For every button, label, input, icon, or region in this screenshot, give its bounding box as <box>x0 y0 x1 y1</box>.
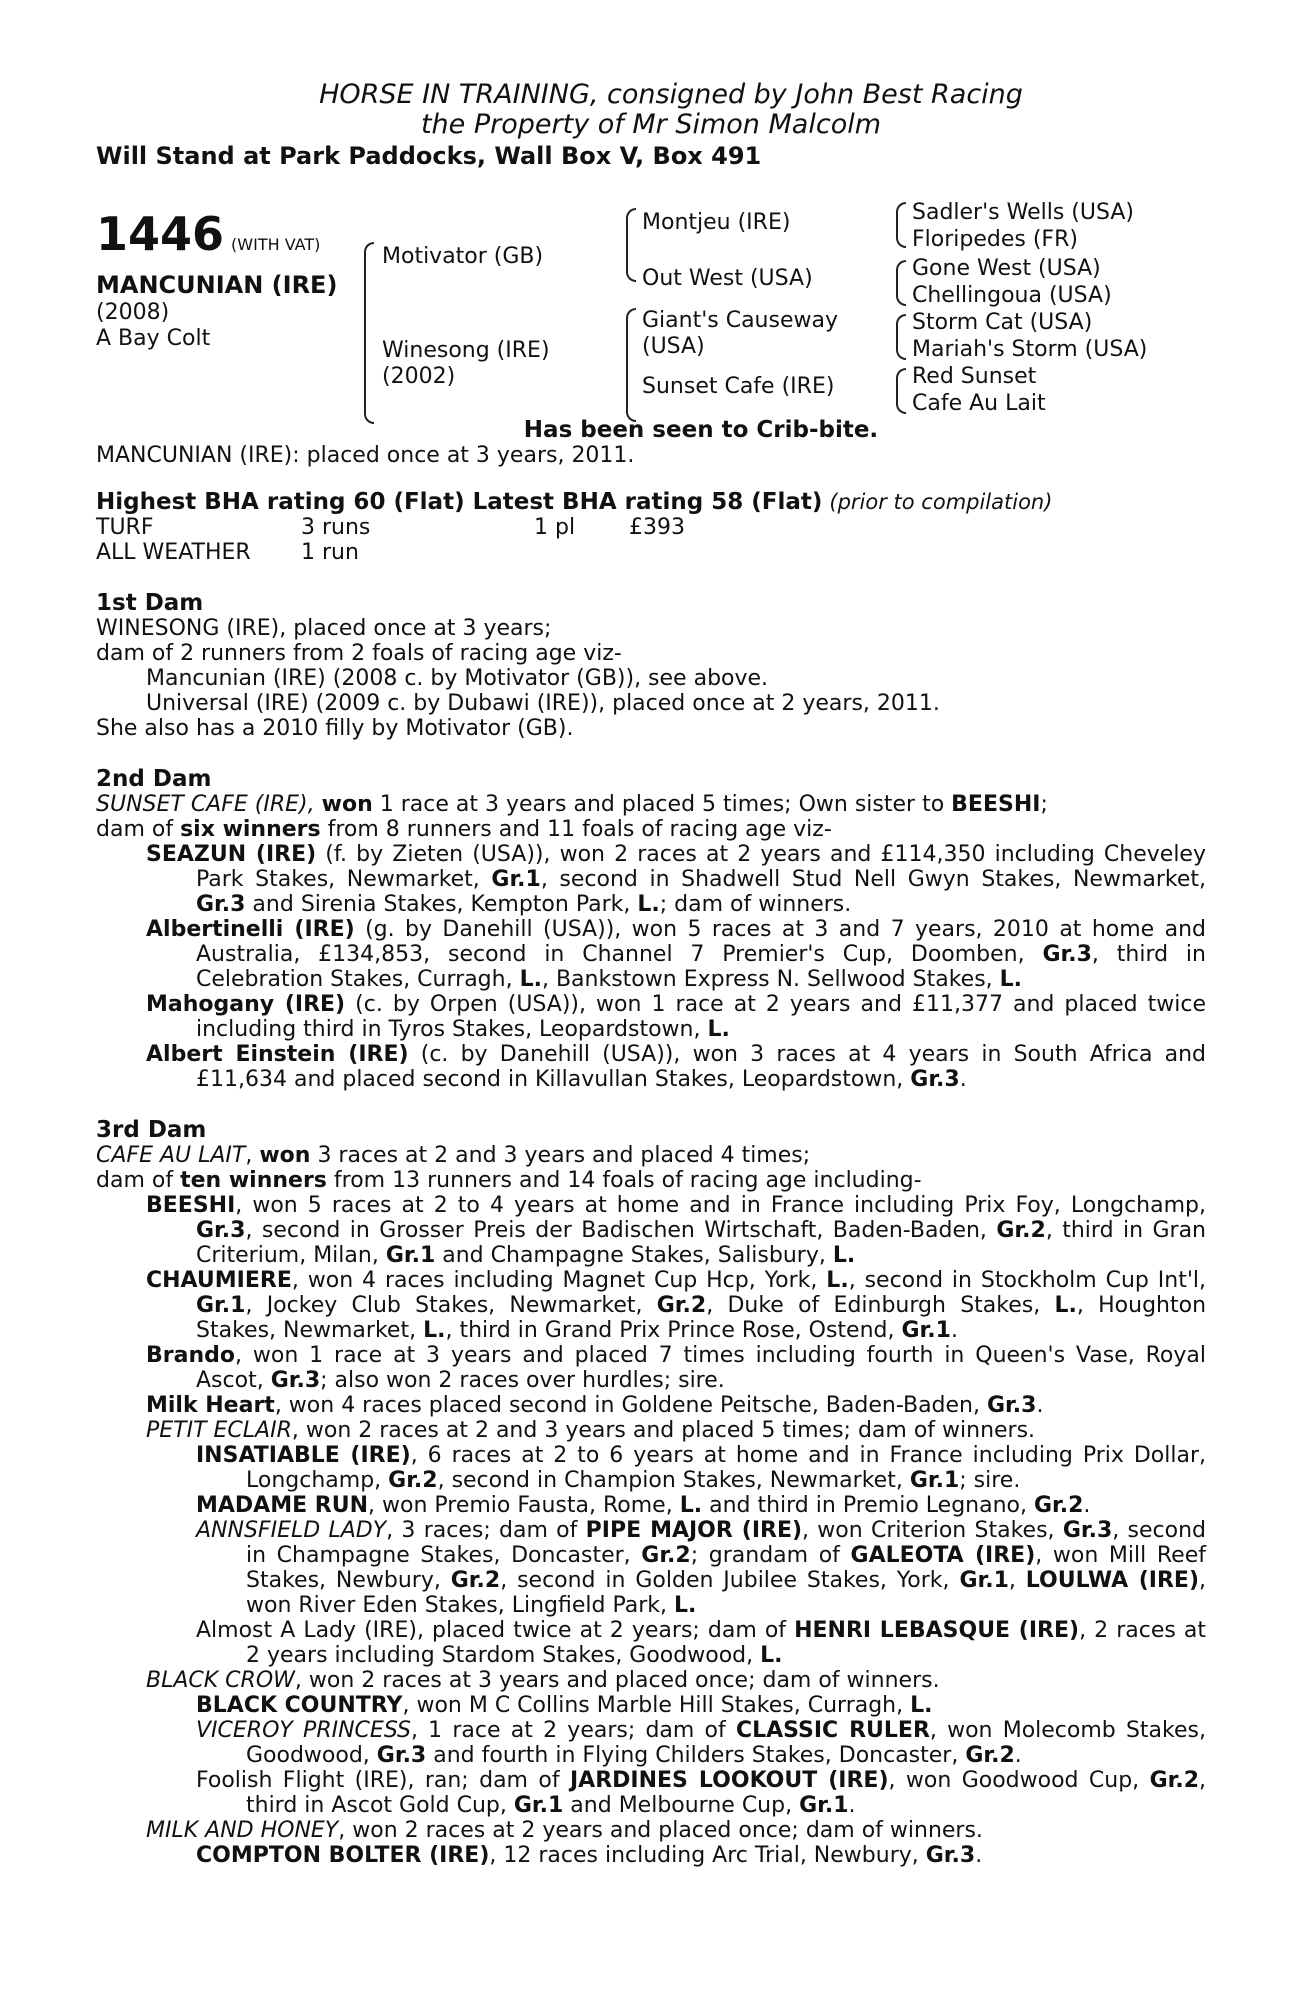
first-dam-line-1: WINESONG (IRE), placed once at 3 years; <box>96 616 552 641</box>
text-run: , 6 races at 2 to 6 years at home and in France including Prix Dollar, Longchamp, <box>246 1443 1206 1493</box>
horse-name: MANCUNIAN (IRE) <box>96 271 338 299</box>
third-dam-grandproduce-7 <box>96 1768 1206 1818</box>
text-run: , won Goodwood Cup, <box>888 1768 1150 1793</box>
turf-runs: 3 runs <box>301 515 371 540</box>
text-run: , won Molecomb Stakes, Goodwood, <box>246 1718 1206 1768</box>
third-dam-grandproduce-8 <box>96 1843 1206 1868</box>
turf-placed: 1 pl <box>534 515 576 540</box>
text-run: . <box>959 1067 967 1092</box>
third-dam-produce-1 <box>96 1193 1206 1268</box>
bold-text: INSATIABLE (IRE) <box>196 1443 411 1468</box>
first-dam-section <box>96 591 1206 741</box>
bold-text: CHAUMIERE <box>146 1268 292 1293</box>
bold-text: Gr.3 <box>196 1218 246 1243</box>
bold-text: L. <box>679 1493 703 1518</box>
bold-text: COMPTON BOLTER (IRE) <box>196 1843 490 1868</box>
text-run: from 13 runners and 14 foals of racing age including- <box>326 1168 922 1193</box>
text-run: , won 4 races placed second in Goldene Peitsche, Baden-Baden, <box>274 1393 987 1418</box>
header-consignor: HORSE IN TRAINING, consigned by John Best Racing <box>319 79 1023 110</box>
ratings-section <box>96 490 1206 565</box>
bold-text: Gr.1 <box>196 1293 246 1318</box>
bold-text: Gr.2 <box>965 1743 1015 1768</box>
dam-year: (2002) <box>382 364 456 389</box>
bold-text: L. <box>1054 1293 1077 1318</box>
sire-sire-sire: Sadler's Wells (USA) <box>912 200 1134 225</box>
text-run: , won 4 races including Magnet Cup Hcp, York, <box>291 1268 827 1293</box>
pedigree-table <box>96 200 1206 425</box>
second-dam-semicolon: ; <box>1040 792 1048 817</box>
second-dam-title: 2nd Dam <box>96 766 212 792</box>
second-dam-line-1 <box>96 792 1206 817</box>
text-run: , second in Champion Stakes, Newmarket, <box>437 1468 910 1493</box>
second-dam-produce-4 <box>96 1042 1206 1092</box>
italic-text: MILK AND HONEY <box>146 1818 339 1843</box>
third-dam-grandproduce-4 <box>96 1618 1206 1668</box>
text-run: (c. by Danehill (USA)), won 3 races at 4 years in South Africa and £11,634 and placed second in Killavullan Stakes, Leopardstown, <box>196 1042 1207 1092</box>
third-dam-produce-7 <box>96 1818 1206 1843</box>
second-dam-line-2 <box>96 817 1206 842</box>
bold-text: BEESHI <box>146 1193 236 1218</box>
third-dam-grandproduce-2 <box>96 1493 1206 1518</box>
dam-sire: Giant's Causeway <box>642 308 838 333</box>
bold-text: L. <box>707 1017 730 1042</box>
text-run: , won 2 races at 2 and 3 years and placed 5 times; dam of winners. <box>291 1418 1036 1443</box>
text-run: , won 5 races at 2 to 4 years at home and in France including Prix Foy, Longchamp, <box>235 1193 1206 1218</box>
text-run: , won 2 races at 3 years and placed once; dam of winners. <box>294 1668 940 1693</box>
all-weather-label: ALL WEATHER <box>96 540 251 565</box>
text-run: , won 1 race at 3 years and placed 7 times including fourth in Queen's Vase, Royal Ascot, <box>196 1343 1206 1393</box>
text-run: (c. by Orpen (USA)), won 1 race at 2 years and £11,377 and placed twice including third in Tyros Stakes, Leopardstown, <box>196 992 1206 1042</box>
text-run: , won Premio Fausta, Rome, <box>368 1493 680 1518</box>
horse-description: A Bay Colt <box>96 326 211 351</box>
text-run: . <box>1014 1743 1022 1768</box>
third-dam-section <box>96 1118 1206 1868</box>
second-dam-winners: six winners <box>180 817 321 842</box>
sire: Motivator (GB) <box>382 244 544 269</box>
text-run: . <box>950 1318 958 1343</box>
text-run: , won Criterion Stakes, <box>802 1518 1063 1543</box>
bold-text: Gr.1 <box>799 1793 849 1818</box>
bold-text: SEAZUN (IRE) <box>146 842 317 867</box>
bold-text: GALEOTA (IRE) <box>850 1543 1036 1568</box>
bold-text: Mahogany (IRE) <box>146 992 346 1017</box>
bold-text: Gr.2 <box>1033 1493 1084 1518</box>
second-dam-runners: from 8 runners and 11 foals of racing age viz- <box>320 817 832 842</box>
third-dam-produce-6 <box>96 1668 1206 1693</box>
text-run: , Duke of Edinburgh Stakes, <box>706 1293 1055 1318</box>
text-run: . <box>1036 1393 1044 1418</box>
bracket-g1 <box>896 202 906 248</box>
header-property: the Property of Mr Simon Malcolm <box>420 109 882 140</box>
text-run: ; grandam of <box>690 1543 851 1568</box>
text-run: , won 2 races at 2 years and placed once; dam of winners. <box>338 1818 983 1843</box>
bold-text: Gr.2 <box>1149 1768 1199 1793</box>
bracket-sire-line <box>626 208 636 282</box>
dam-sire-sire: Storm Cat (USA) <box>912 310 1093 335</box>
bold-text: Gr.3 <box>1062 1518 1113 1543</box>
text-run: Almost A Lady (IRE), placed twice at 2 years; dam of <box>196 1618 795 1643</box>
bold-text: JARDINES LOOKOUT (IRE) <box>569 1768 889 1793</box>
ratings-note: (prior to compilation) <box>829 490 1053 514</box>
bold-text: Gr.2 <box>388 1468 438 1493</box>
third-dam-produce-5 <box>96 1418 1206 1443</box>
text-run: and Sirenia Stakes, Kempton Park, <box>245 892 638 917</box>
text-run: , Bankstown Express N. Sellwood Stakes, <box>541 967 1000 992</box>
text-run: . <box>975 1843 983 1868</box>
second-dam-produce-2 <box>96 917 1206 992</box>
race-record-summary: MANCUNIAN (IRE): placed once at 3 years, 2011. <box>96 443 635 468</box>
second-dam-produce-1 <box>96 842 1206 917</box>
text-run: , won M C Collins Marble Hill Stakes, Curragh, <box>402 1693 911 1718</box>
second-dam-sister: BEESHI <box>951 792 1041 817</box>
bold-text: Gr.3 <box>987 1393 1037 1418</box>
bold-text: L. <box>423 1318 446 1343</box>
third-dam-grandproduce-3 <box>96 1518 1206 1618</box>
horse-year: (2008) <box>96 300 170 325</box>
bold-text: BLACK COUNTRY <box>196 1693 403 1718</box>
bha-ratings: Highest BHA rating 60 (Flat) Latest BHA rating 58 (Flat) <box>96 489 823 515</box>
second-dam-dam-of: dam of <box>96 817 181 842</box>
bold-text: Gr.3 <box>1042 942 1092 967</box>
bracket-g4 <box>896 368 906 414</box>
bold-text: PIPE MAJOR (IRE) <box>585 1518 803 1543</box>
second-dam-produce-3 <box>96 992 1206 1042</box>
crib-biter-note: Has been seen to Crib-bite. <box>523 417 879 443</box>
all-weather-record <box>96 540 1206 565</box>
second-dam-record: 1 race at 3 years and placed 5 times; Own sister to <box>372 792 952 817</box>
bold-text: L. <box>760 1643 783 1668</box>
bold-text: L. <box>826 1268 849 1293</box>
bold-text: ten winners <box>180 1168 327 1193</box>
bracket-g2 <box>896 260 906 306</box>
sire-dam-dam: Chellingoua (USA) <box>912 283 1112 308</box>
text-run: and Champagne Stakes, Salisbury, <box>435 1243 833 1268</box>
text-run: , second in Stockholm Cup Int'l, <box>848 1268 1206 1293</box>
third-dam-grandproduce-1 <box>96 1443 1206 1493</box>
bold-text: Gr.3 <box>196 892 246 917</box>
bold-text: Brando <box>146 1343 235 1368</box>
lot-number-line <box>96 207 321 261</box>
bold-text: Gr.2 <box>450 1568 501 1593</box>
second-dam-won: won <box>321 792 373 817</box>
text-run: , 2 races at 2 years including Stardom Stakes, Goodwood, <box>246 1618 1206 1668</box>
turf-label: TURF <box>96 515 154 540</box>
first-dam-foal-2: Universal (IRE) (2009 c. by Dubawi (IRE)), placed once at 2 years, 2011. <box>146 691 940 716</box>
bold-text: CLASSIC RULER <box>735 1718 930 1743</box>
bold-text: HENRI LEBASQUE (IRE) <box>794 1618 1080 1643</box>
third-dam-produce-4 <box>96 1393 1206 1418</box>
third-dam-produce-3 <box>96 1343 1206 1393</box>
bold-text: L. <box>832 1243 856 1268</box>
bold-text: Gr.2 <box>656 1293 707 1318</box>
text-run: , won Mill Reef Stakes, Newbury, <box>246 1543 1206 1593</box>
dam-dam-dam: Cafe Au Lait <box>912 391 1046 416</box>
text-run: ; sire. <box>959 1468 1021 1493</box>
bold-text: L. <box>637 892 660 917</box>
third-dam-title: 3rd Dam <box>96 1117 207 1143</box>
third-dam-grandproduce-5 <box>96 1693 1206 1718</box>
text-run: and Melbourne Cup, <box>563 1793 800 1818</box>
bold-text: MADAME RUN <box>196 1493 369 1518</box>
text-run: and fourth in Flying Childers Stakes, Doncaster, <box>426 1743 966 1768</box>
bold-text: Gr.1 <box>909 1468 960 1493</box>
sire-dam: Out West (USA) <box>642 266 813 291</box>
italic-text: ANNSFIELD LADY <box>196 1518 387 1543</box>
lot-number: 1446 <box>96 207 225 261</box>
bold-text: Gr.3 <box>910 1067 960 1092</box>
dam: Winesong (IRE) <box>382 338 550 363</box>
third-dam-grandproduce-6 <box>96 1718 1206 1768</box>
dam-sire-dam: Mariah's Storm (USA) <box>912 337 1148 362</box>
text-run: , third in Celebration Stakes, Curragh, <box>196 942 1206 992</box>
second-dam-section <box>96 767 1206 1092</box>
text-run: , second in Champagne Stakes, Doncaster, <box>246 1518 1206 1568</box>
text-run: and third in Premio Legnano, <box>702 1493 1034 1518</box>
bracket-sire-dam <box>364 242 374 424</box>
text-run: , <box>1008 1568 1026 1593</box>
text-run: , won River Eden Stakes, Lingfield Park, <box>246 1568 1206 1618</box>
turf-prize-money: £393 <box>629 515 685 540</box>
text-run: dam of <box>96 1168 181 1193</box>
text-run: Foolish Flight (IRE), ran; dam of <box>196 1768 570 1793</box>
sire-sire-dam: Floripedes (FR) <box>912 227 1078 252</box>
bold-text: L. <box>910 1693 933 1718</box>
bold-text: L. <box>674 1593 697 1618</box>
text-run: , 1 race at 2 years; dam of <box>410 1718 736 1743</box>
bold-text: Albertinelli (IRE) <box>146 917 355 942</box>
bold-text: Gr.2 <box>996 1218 1046 1243</box>
text-run: , <box>245 1143 260 1168</box>
italic-text: PETIT ECLAIR <box>146 1418 292 1443</box>
dam-dam-sire: Red Sunset <box>912 364 1037 389</box>
bold-text: LOULWA (IRE) <box>1025 1568 1199 1593</box>
first-dam-line-5: She also has a 2010 filly by Motivator (GB). <box>96 716 574 741</box>
text-run: (g. by Danehill (USA)), won 5 races at 3 and 7 years, 2010 at home and Australia, £134,853, second in Channel 7 Premier's Cup, Doomben, <box>196 917 1206 967</box>
text-run: , Jockey Club Stakes, Newmarket, <box>245 1293 657 1318</box>
vat-label: (WITH VAT) <box>231 235 321 254</box>
bold-text: L. <box>519 967 542 992</box>
bold-text: Milk Heart <box>146 1393 275 1418</box>
sire-sire: Montjeu (IRE) <box>642 210 791 235</box>
bold-text: Gr.3 <box>270 1368 321 1393</box>
text-run: , Houghton Stakes, Newmarket, <box>196 1293 1207 1343</box>
first-dam-foal-1: Mancunian (IRE) (2008 c. by Motivator (GB)), see above. <box>146 666 769 691</box>
italic-text: VICEROY PRINCESS <box>196 1718 411 1743</box>
text-run: , third in Ascot Gold Cup, <box>246 1768 1206 1818</box>
italic-text: CAFE AU LAIT <box>96 1143 246 1168</box>
first-dam-line-2: dam of 2 runners from 2 foals of racing age viz- <box>96 641 622 666</box>
text-run: , second in Grosser Preis der Badischen Wirtschaft, Baden-Baden, <box>245 1218 997 1243</box>
italic-text: BLACK CROW <box>146 1668 295 1693</box>
text-run: . <box>1083 1493 1091 1518</box>
third-dam-produce-2 <box>96 1268 1206 1343</box>
dam-sire-country: (USA) <box>642 334 705 359</box>
text-run: (f. by Zieten (USA)), won 2 races at 2 years and £114,350 including Cheveley Park Stakes, Newmarket, <box>196 842 1206 892</box>
bold-text: Gr.1 <box>901 1318 951 1343</box>
catalogue-page <box>96 80 1206 1868</box>
text-run: , 3 races; dam of <box>386 1518 586 1543</box>
turf-record <box>96 515 1206 540</box>
bold-text: Gr.3 <box>376 1743 427 1768</box>
second-dam-name: SUNSET CAFE (IRE), <box>96 792 315 817</box>
text-run: , third in Grand Prix Prince Rose, Ostend, <box>445 1318 902 1343</box>
third-dam-line-1 <box>96 1143 1206 1168</box>
bold-text: Gr.3 <box>925 1843 976 1868</box>
text-run: . <box>848 1793 856 1818</box>
first-dam-title: 1st Dam <box>96 590 204 616</box>
bold-text: Gr.1 <box>513 1793 564 1818</box>
bold-text: won <box>259 1143 311 1168</box>
dam-dam: Sunset Cafe (IRE) <box>642 374 835 399</box>
bold-text: Albert Einstein (IRE) <box>146 1042 409 1067</box>
bold-text: L. <box>999 967 1023 992</box>
sire-dam-sire: Gone West (USA) <box>912 256 1101 281</box>
bold-text: Gr.1 <box>491 867 541 892</box>
text-run: , 12 races including Arc Trial, Newbury, <box>489 1843 926 1868</box>
bracket-dam-line <box>626 308 636 422</box>
bold-text: Gr.2 <box>641 1543 691 1568</box>
text-run: ; dam of winners. <box>659 892 852 917</box>
text-run: , second in Shadwell Stud Nell Gwyn Stakes, Newmarket, <box>540 867 1206 892</box>
text-run: , second in Golden Jubilee Stakes, York, <box>500 1568 960 1593</box>
bold-text: Gr.1 <box>959 1568 1009 1593</box>
bold-text: Gr.1 <box>385 1243 436 1268</box>
text-run: 3 races at 2 and 3 years and placed 4 times; <box>310 1143 811 1168</box>
bracket-g3 <box>896 314 906 360</box>
text-run: , third in Gran Criterium, Milan, <box>196 1218 1206 1268</box>
text-run: ; also won 2 races over hurdles; sire. <box>320 1368 725 1393</box>
all-weather-runs: 1 run <box>301 540 359 565</box>
third-dam-line-2 <box>96 1168 1206 1193</box>
header-stand: Will Stand at Park Paddocks, Wall Box V, Box 491 <box>96 142 762 170</box>
